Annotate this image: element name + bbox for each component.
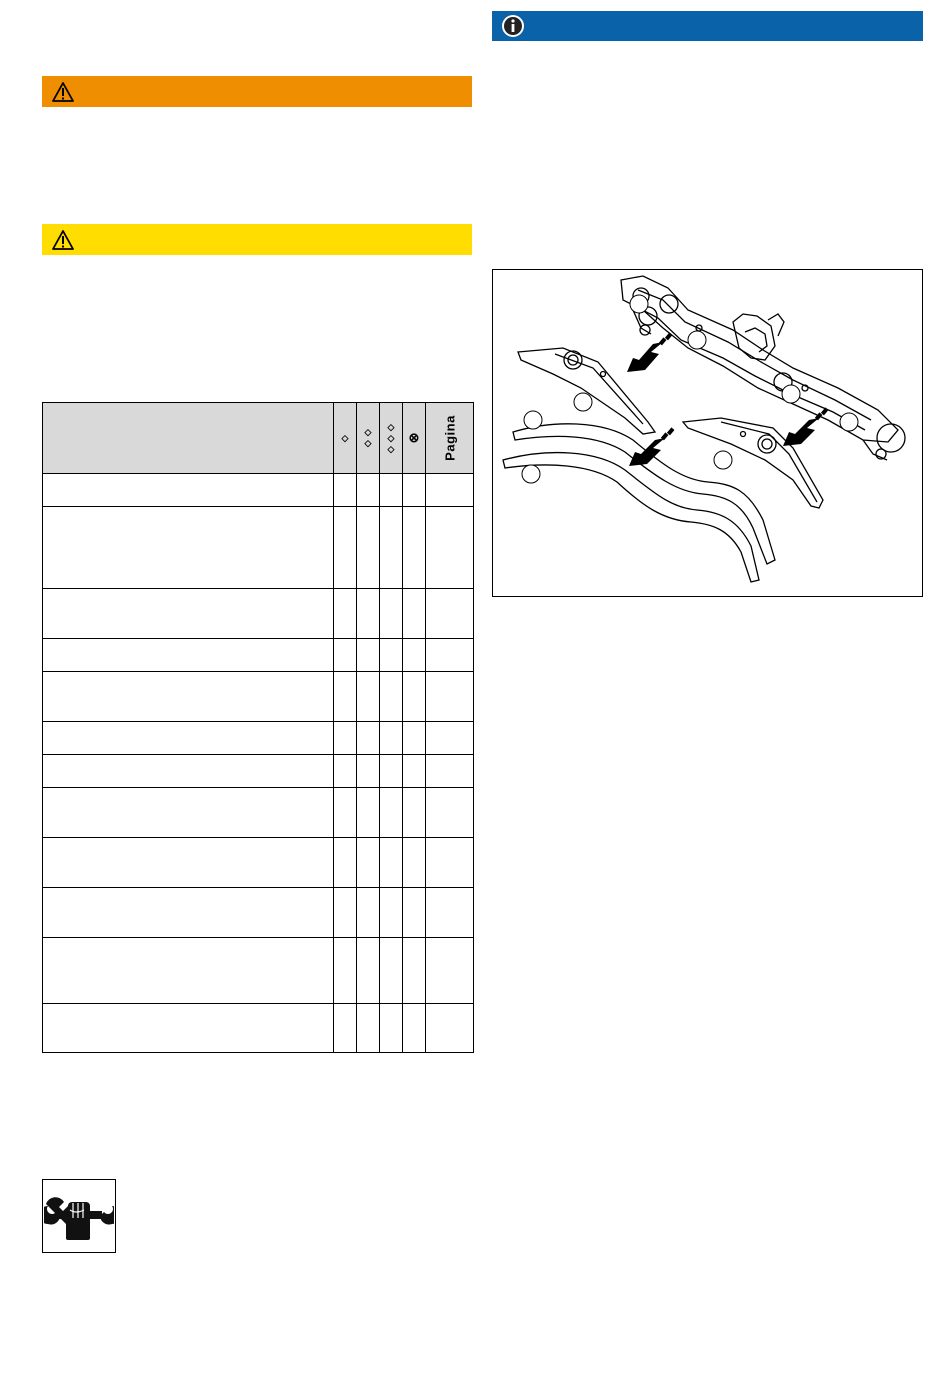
table-cell bbox=[334, 938, 357, 1004]
task-column-header bbox=[43, 403, 334, 474]
table-row bbox=[43, 474, 474, 507]
page-column-label: Pagina bbox=[442, 415, 457, 461]
page-column-header bbox=[426, 403, 474, 474]
interval-4-header bbox=[403, 403, 426, 474]
table-cell bbox=[380, 639, 403, 672]
table-cell bbox=[334, 755, 357, 788]
crossed-circle-icon: ⊗ bbox=[408, 430, 420, 445]
table-cell bbox=[403, 888, 426, 938]
table-cell bbox=[426, 755, 474, 788]
table-cell bbox=[426, 474, 474, 507]
info-note-bar bbox=[492, 11, 923, 41]
table-cell bbox=[357, 589, 380, 639]
table-cell bbox=[426, 1004, 474, 1053]
diamond-icon: ◇ bbox=[341, 432, 349, 443]
table-cell bbox=[334, 672, 357, 722]
table-cell bbox=[380, 589, 403, 639]
caution-warning-bar bbox=[42, 224, 472, 255]
parts-illustration bbox=[492, 269, 923, 597]
table-row bbox=[43, 507, 474, 589]
diamond-icon: ◇ bbox=[387, 443, 395, 454]
table-cell bbox=[380, 788, 403, 838]
table-cell bbox=[403, 755, 426, 788]
table-cell bbox=[380, 1004, 403, 1053]
table-cell bbox=[334, 722, 357, 755]
table-row bbox=[43, 788, 474, 838]
diamond-icon: ◇ bbox=[387, 421, 395, 432]
table-cell bbox=[403, 474, 426, 507]
table-row bbox=[43, 755, 474, 788]
info-icon bbox=[498, 12, 528, 40]
table-cell bbox=[380, 474, 403, 507]
table-cell bbox=[380, 888, 403, 938]
table-row bbox=[43, 888, 474, 938]
warning-triangle-icon bbox=[48, 226, 78, 254]
table-cell bbox=[357, 507, 380, 589]
table-cell bbox=[426, 672, 474, 722]
table-cell bbox=[357, 938, 380, 1004]
table-cell bbox=[403, 938, 426, 1004]
table-cell bbox=[426, 639, 474, 672]
table-cell bbox=[426, 589, 474, 639]
table-cell bbox=[43, 672, 334, 722]
table-cell bbox=[380, 722, 403, 755]
table-cell bbox=[43, 755, 334, 788]
table-cell bbox=[380, 672, 403, 722]
table-cell bbox=[426, 888, 474, 938]
table-cell bbox=[43, 1004, 334, 1053]
table-cell bbox=[403, 589, 426, 639]
interval-3-header bbox=[380, 403, 403, 474]
interval-2-header bbox=[357, 403, 380, 474]
table-cell bbox=[43, 722, 334, 755]
table-cell bbox=[380, 838, 403, 888]
table-cell bbox=[43, 589, 334, 639]
table-cell bbox=[357, 838, 380, 888]
table-cell bbox=[43, 639, 334, 672]
diamond-icon: ◇ bbox=[364, 427, 372, 437]
table-cell bbox=[43, 507, 334, 589]
table-cell bbox=[426, 788, 474, 838]
wrench-hand-icon bbox=[44, 1190, 114, 1242]
table-header-row bbox=[43, 403, 474, 474]
table-cell bbox=[357, 1004, 380, 1053]
table-cell bbox=[403, 507, 426, 589]
table-cell bbox=[380, 755, 403, 788]
table-cell bbox=[357, 722, 380, 755]
diamond-icon: ◇ bbox=[387, 432, 395, 443]
table-cell bbox=[403, 639, 426, 672]
table-cell bbox=[334, 788, 357, 838]
interval-1-header bbox=[334, 403, 357, 474]
table-cell bbox=[43, 838, 334, 888]
diamond-icon: ◇ bbox=[364, 438, 372, 448]
table-cell bbox=[403, 722, 426, 755]
table-cell bbox=[403, 1004, 426, 1053]
table-row bbox=[43, 1004, 474, 1053]
workshop-tool-symbol bbox=[42, 1179, 116, 1253]
table-cell bbox=[334, 639, 357, 672]
table-cell bbox=[426, 507, 474, 589]
table-cell bbox=[334, 589, 357, 639]
table-cell bbox=[357, 474, 380, 507]
table-cell bbox=[426, 838, 474, 888]
table-cell bbox=[334, 1004, 357, 1053]
warning-triangle-icon bbox=[48, 78, 78, 106]
table-cell bbox=[357, 672, 380, 722]
table-cell bbox=[334, 507, 357, 589]
table-row bbox=[43, 672, 474, 722]
table-cell bbox=[426, 722, 474, 755]
table-cell bbox=[380, 938, 403, 1004]
table-cell bbox=[357, 888, 380, 938]
table-cell bbox=[334, 474, 357, 507]
table-cell bbox=[426, 938, 474, 1004]
table-cell bbox=[403, 672, 426, 722]
table-cell bbox=[43, 888, 334, 938]
maintenance-schedule-table bbox=[42, 402, 474, 1053]
table-cell bbox=[357, 755, 380, 788]
table-cell bbox=[380, 507, 403, 589]
table-cell bbox=[43, 938, 334, 1004]
table-row bbox=[43, 838, 474, 888]
table-row bbox=[43, 639, 474, 672]
table-cell bbox=[43, 788, 334, 838]
table-row bbox=[43, 938, 474, 1004]
table-cell bbox=[403, 788, 426, 838]
table-cell bbox=[334, 838, 357, 888]
table-row bbox=[43, 722, 474, 755]
table-cell bbox=[403, 838, 426, 888]
table-cell bbox=[357, 639, 380, 672]
table-cell bbox=[334, 888, 357, 938]
table-cell bbox=[357, 788, 380, 838]
table-row bbox=[43, 589, 474, 639]
table-cell bbox=[43, 474, 334, 507]
danger-warning-bar bbox=[42, 76, 472, 107]
